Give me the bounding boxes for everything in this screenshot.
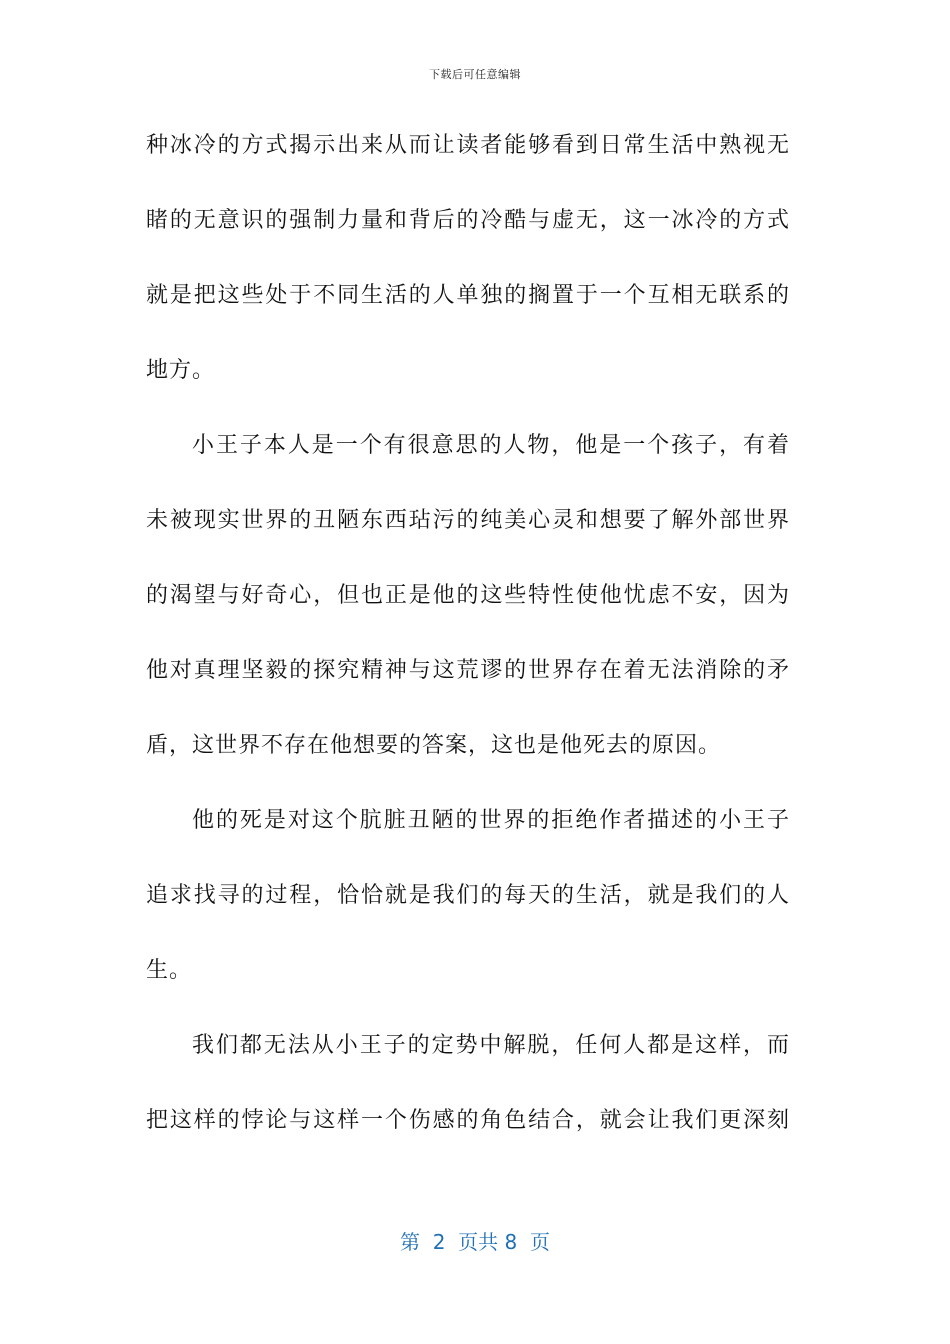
text-line: 就是把这些处于不同生活的人单独的搁置于一个互相无联系的 xyxy=(146,283,790,308)
document-body xyxy=(146,122,790,1172)
text-line: 的渴望与好奇心，但也正是他的这些特性使他忧虑不安，因为 xyxy=(146,583,790,608)
text-line: 睹的无意识的强制力量和背后的冷酷与虚无，这一冰冷的方式 xyxy=(146,208,790,233)
text-line: 他的死是对这个肮脏丑陋的世界的拒绝作者描述的小王子 xyxy=(192,808,790,833)
paragraph-1 xyxy=(146,122,790,422)
text-line: 我们都无法从小王子的定势中解脱，任何人都是这样，而 xyxy=(192,1033,790,1058)
text-line: 生。 xyxy=(146,958,193,983)
text-line: 种冰冷的方式揭示出来从而让读者能够看到日常生活中熟视无 xyxy=(146,133,790,158)
paragraph-4 xyxy=(146,1022,790,1172)
text-line: 他对真理坚毅的探究精神与这荒谬的世界存在着无法消除的矛 xyxy=(146,658,790,683)
text-line: 未被现实世界的丑陋东西玷污的纯美心灵和想要了解外部世界 xyxy=(146,508,790,533)
paragraph-3 xyxy=(146,797,790,1022)
text-line: 追求找寻的过程，恰恰就是我们的每天的生活，就是我们的人 xyxy=(146,883,790,908)
text-line: 地方。 xyxy=(146,358,216,383)
page-header: 下载后可任意编辑 xyxy=(429,68,521,81)
text-line: 把这样的悖论与这样一个伤感的角色结合，就会让我们更深刻 xyxy=(146,1108,790,1133)
paragraph-2 xyxy=(146,422,790,797)
page-number-footer: 第 2 页共 8 页 xyxy=(400,1230,550,1254)
text-line: 小王子本人是一个有很意思的人物，他是一个孩子，有着 xyxy=(192,433,790,458)
text-line: 盾，这世界不存在他想要的答案，这也是他死去的原因。 xyxy=(146,733,722,758)
